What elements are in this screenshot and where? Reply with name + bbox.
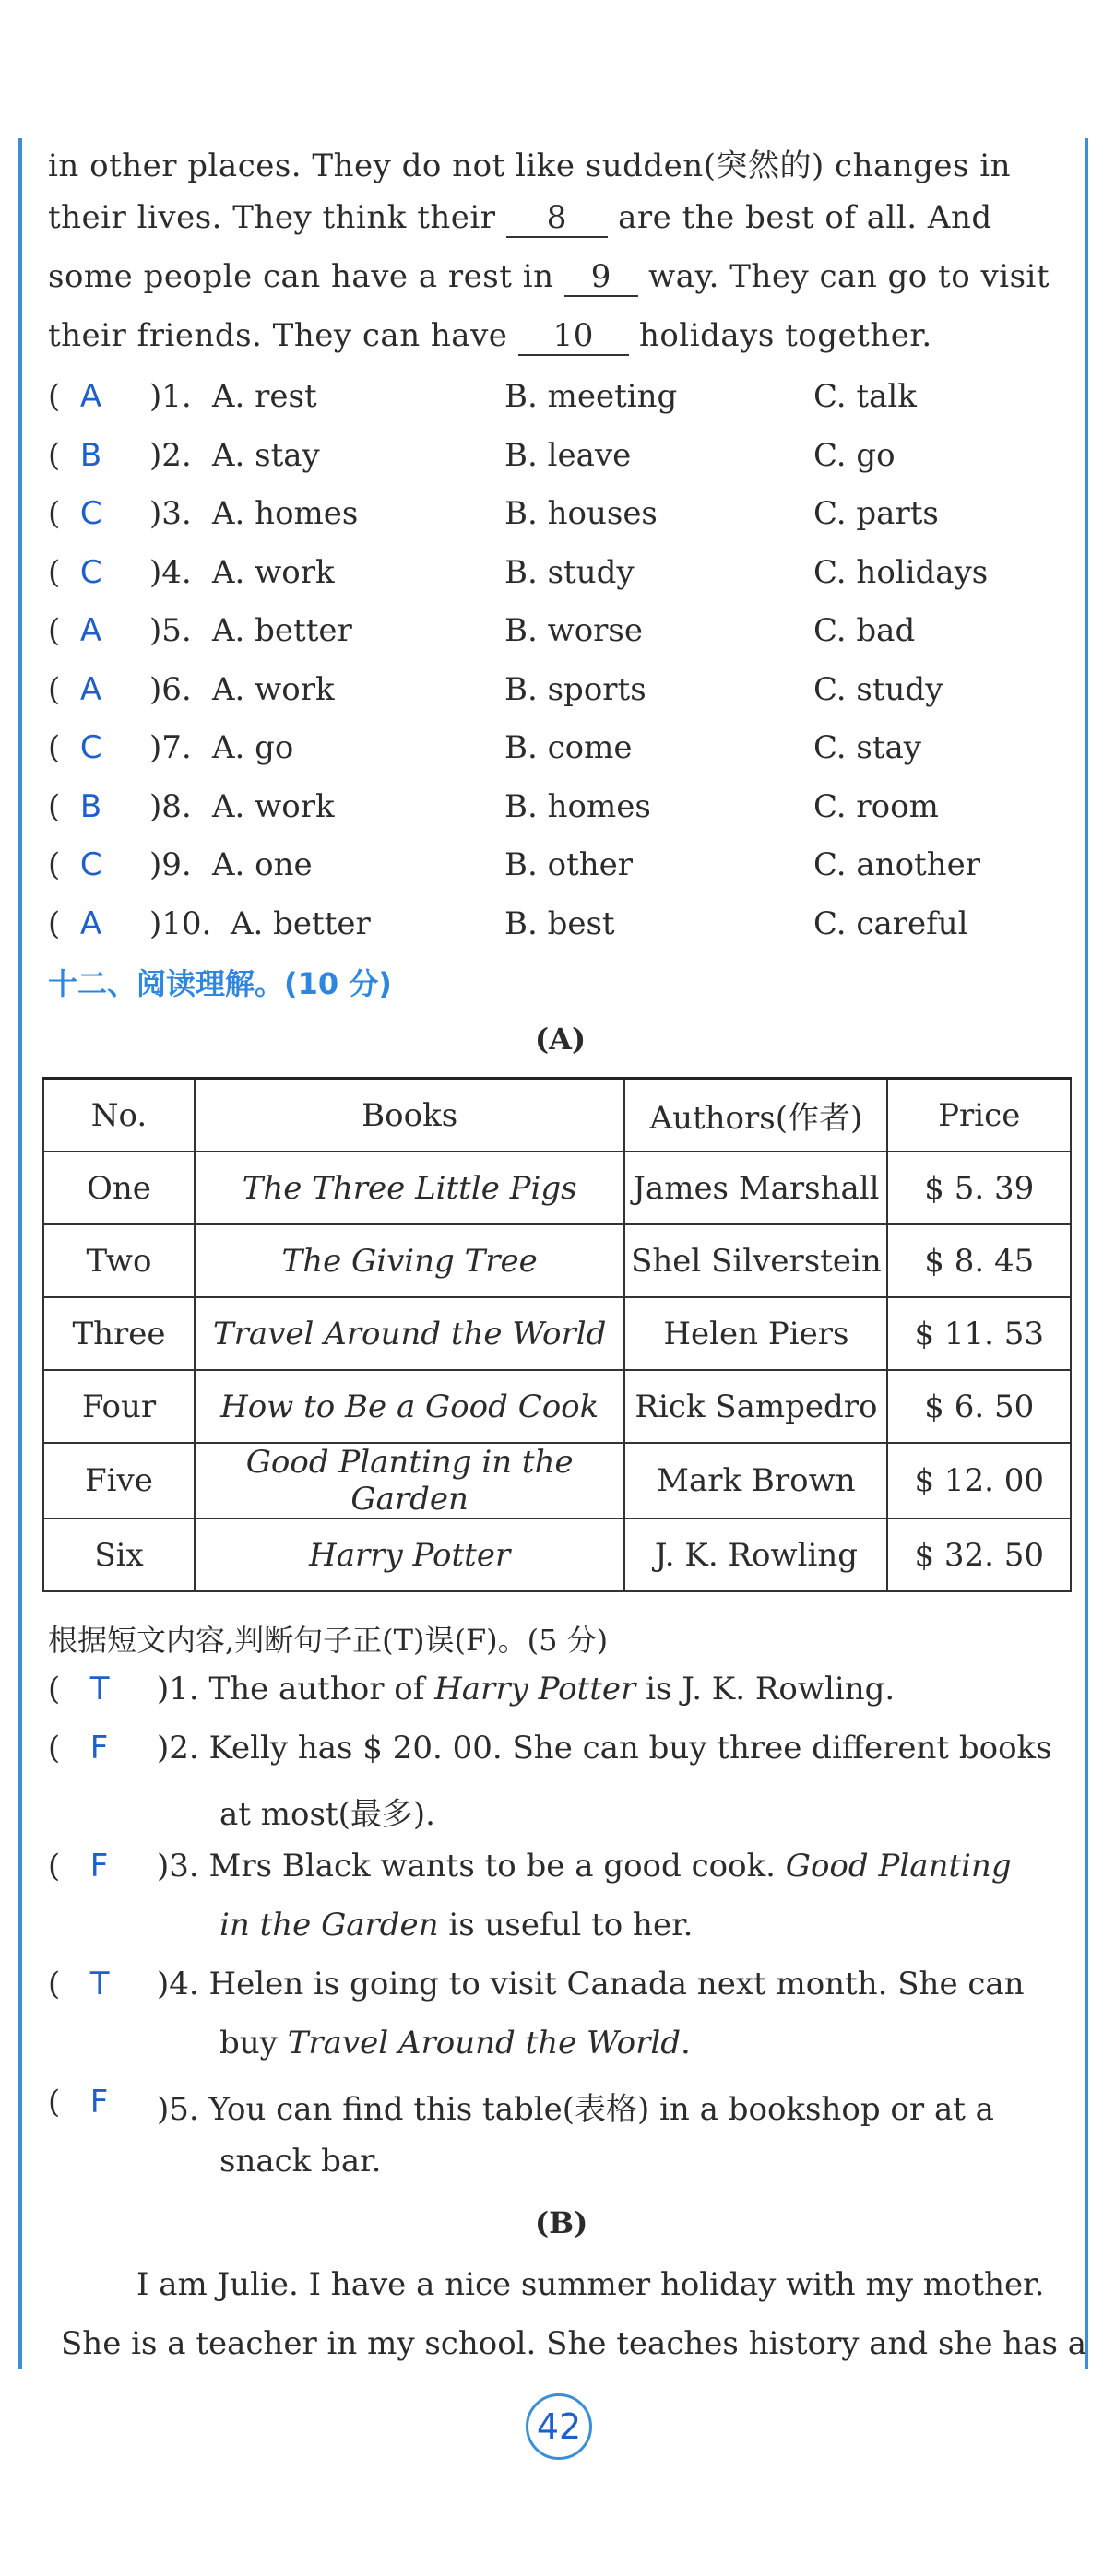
tf-text: is useful to her. [438, 1907, 694, 1944]
passage-line [48, 317, 932, 356]
passage-line [48, 199, 992, 238]
table-cell: How to Be a Good Cook [195, 1370, 624, 1443]
table-cell: The Giving Tree [195, 1224, 624, 1297]
question-number: )7. [149, 729, 192, 766]
option-a: A. better [212, 612, 352, 649]
tf-text-italic: Harry Potter [434, 1671, 636, 1707]
table-cell: $ 12. 00 [887, 1443, 1071, 1518]
choice-answer: A [79, 904, 102, 942]
option-b: B. worse [504, 612, 643, 649]
option-c: C. go [813, 436, 896, 474]
question-number: )10. [149, 904, 212, 942]
table-cell: $ 11. 53 [887, 1297, 1071, 1370]
tf-text-italic: in the Garden [219, 1907, 439, 1944]
passage-text: their friends. They can have [48, 317, 508, 354]
option-c: C. another [813, 846, 980, 883]
tf-statement [157, 1966, 1025, 2003]
table-header-cell: No. [43, 1079, 195, 1152]
tf-continuation [219, 1789, 435, 1834]
table-cell: Harry Potter [195, 1518, 624, 1591]
right-margin-rule [1085, 138, 1088, 2369]
answer-paren: ( A [48, 670, 102, 708]
instruction: 根据短文内容,判断句子正(T)误(F)。(5 分) [48, 1623, 609, 1658]
choice-answer: A [79, 378, 102, 415]
table-cell: Three [43, 1297, 195, 1370]
tf-text: )2. Kelly has $ 20. 00. She can buy three different books [157, 1730, 1052, 1767]
table-header-cell: Books [195, 1079, 624, 1152]
option-c: C. holidays [813, 553, 989, 591]
answer-paren: ( C [48, 846, 102, 883]
passage-text: are the best of all. And [618, 199, 992, 236]
blank-answer: 9 [590, 258, 611, 295]
table-cell: Good Planting in the Garden [195, 1443, 624, 1518]
question-number: )1. [149, 378, 192, 415]
book-table [42, 1077, 1072, 1592]
table-row [43, 1224, 1071, 1297]
answer-paren: ( F [48, 1848, 109, 1885]
choice-answer: C [79, 729, 102, 766]
table-cell: Helen Piers [624, 1297, 887, 1370]
table-row [43, 1518, 1071, 1591]
tf-text: buy [219, 2025, 288, 2062]
answer-blank [506, 199, 608, 238]
passage-b-line: She is a teacher in my school. She teaches history and she has a [61, 2325, 1086, 2362]
option-a: A. work [212, 787, 335, 825]
option-a: A. homes [212, 495, 359, 532]
tf-answer: F [89, 1848, 109, 1885]
answer-paren: ( T [48, 1671, 110, 1707]
table-cell: James Marshall [624, 1152, 887, 1224]
tf-text: )3. Mrs Black wants to be a good cook. [157, 1848, 786, 1885]
page-number: 42 [536, 2406, 582, 2447]
answer-paren: ( A [48, 612, 102, 649]
tf-text: )5. You can find this table(表格) in a bookshop or at a [157, 2091, 994, 2128]
choice-answer: B [79, 436, 102, 474]
option-b: B. study [504, 553, 635, 591]
option-c: C. room [813, 787, 939, 825]
tf-continuation [219, 2025, 691, 2062]
option-c: C. talk [813, 378, 917, 415]
answer-paren: ( F [48, 1730, 109, 1767]
tf-answer: F [89, 1730, 109, 1767]
option-c: C. careful [813, 904, 968, 942]
passage-text: holidays together. [639, 317, 932, 354]
part-b-heading: (B) [535, 2205, 588, 2240]
section-title: 十二、阅读理解。(10 分) [48, 966, 392, 1001]
option-c: C. study [813, 670, 943, 708]
question-number: )8. [149, 787, 192, 825]
tf-answer: T [89, 1966, 110, 2003]
option-c: C. stay [813, 729, 922, 766]
tf-text: at most(最多). [219, 1796, 435, 1833]
option-b: B. leave [504, 436, 632, 474]
tf-text: . [681, 2025, 691, 2062]
option-a: A. rest [212, 378, 317, 415]
table-cell: $ 32. 50 [887, 1518, 1071, 1591]
table-header-cell: Price [887, 1079, 1071, 1152]
table-cell: Shel Silverstein [624, 1224, 887, 1297]
table-cell: One [43, 1152, 195, 1224]
tf-answer: F [89, 2084, 109, 2121]
table-row [43, 1370, 1071, 1443]
passage-text: some people can have a rest in [48, 258, 554, 295]
option-c: C. bad [813, 612, 916, 649]
question-number: )9. [149, 846, 192, 883]
passage-line: in other places. They do not like sudden(突然的) changes in [48, 148, 1012, 184]
part-a-heading: (A) [535, 1022, 587, 1057]
passage-line [48, 258, 1050, 297]
table-cell: Mark Brown [624, 1443, 887, 1518]
choice-answer: A [79, 670, 102, 708]
question-number: )3. [149, 495, 192, 532]
option-b: B. meeting [504, 378, 678, 415]
option-b: B. sports [504, 670, 646, 708]
tf-statement [157, 1671, 895, 1707]
answer-paren: ( F [48, 2084, 109, 2121]
table-cell: Five [43, 1443, 195, 1518]
passage-text: their lives. They think their [48, 199, 496, 236]
question-number: )2. [149, 436, 192, 474]
tf-text: )4. Helen is going to visit Canada next month. She can [157, 1966, 1025, 2003]
tf-text: is J. K. Rowling. [635, 1671, 896, 1707]
choice-answer: A [79, 612, 102, 649]
option-b: B. other [504, 846, 634, 883]
table-cell: $ 8. 45 [887, 1224, 1071, 1297]
option-a: A. one [212, 846, 313, 883]
passage-b-line: I am Julie. I have a nice summer holiday with my mother. [136, 2266, 1045, 2303]
option-b: B. best [504, 904, 615, 942]
choice-answer: C [79, 553, 102, 591]
table-cell: Four [43, 1370, 195, 1443]
table-row [43, 1443, 1071, 1518]
answer-paren: ( A [48, 904, 102, 942]
tf-statement [157, 1848, 1012, 1885]
answer-paren: ( C [48, 729, 102, 766]
answer-paren: ( C [48, 553, 102, 591]
question-number: )6. [149, 670, 192, 708]
table-cell: Two [43, 1224, 195, 1297]
option-b: B. houses [504, 495, 658, 532]
table-cell: Six [43, 1518, 195, 1591]
option-a: A. work [212, 553, 335, 591]
question-number: )4. [149, 553, 192, 591]
table-header-row [43, 1079, 1071, 1152]
option-a: A. go [212, 729, 294, 766]
tf-text-italic: Good Planting [785, 1848, 1012, 1885]
blank-answer: 10 [552, 317, 594, 354]
option-a: A. work [212, 670, 335, 708]
choice-answer: B [79, 787, 102, 825]
tf-answer: T [89, 1671, 110, 1707]
tf-statement [157, 2084, 994, 2129]
option-a: A. stay [212, 436, 320, 474]
choice-answer: C [79, 495, 102, 532]
table-cell: Travel Around the World [195, 1297, 624, 1370]
table-row [43, 1152, 1071, 1224]
tf-statement [157, 1730, 1052, 1767]
table-cell: $ 6. 50 [887, 1370, 1071, 1443]
table-cell: $ 5. 39 [887, 1152, 1071, 1224]
answer-paren: ( C [48, 495, 102, 532]
answer-paren: ( B [48, 436, 102, 474]
answer-blank [518, 317, 629, 356]
option-c: C. parts [813, 495, 939, 532]
left-margin-rule [18, 138, 22, 2369]
answer-paren: ( A [48, 378, 102, 415]
choice-answer: C [79, 846, 102, 883]
option-b: B. come [504, 729, 633, 766]
table-header-cell: Authors(作者) [624, 1079, 887, 1152]
answer-paren: ( T [48, 1966, 110, 2003]
answer-blank [564, 258, 638, 297]
passage-text: way. They can go to visit [648, 258, 1050, 295]
option-b: B. homes [504, 787, 651, 825]
table-cell: The Three Little Pigs [195, 1152, 624, 1224]
answer-paren: ( B [48, 787, 102, 825]
question-number: )5. [149, 612, 192, 649]
blank-answer: 8 [546, 199, 567, 236]
tf-text: )1. The author of [157, 1671, 435, 1707]
table-cell: Rick Sampedro [624, 1370, 887, 1443]
tf-continuation [219, 2143, 381, 2180]
option-a: A. better [231, 904, 371, 942]
table-cell: J. K. Rowling [624, 1518, 887, 1591]
table-row [43, 1297, 1071, 1370]
tf-text-italic: Travel Around the World [287, 2025, 682, 2062]
tf-text: snack bar. [219, 2143, 382, 2180]
tf-continuation [219, 1907, 693, 1944]
